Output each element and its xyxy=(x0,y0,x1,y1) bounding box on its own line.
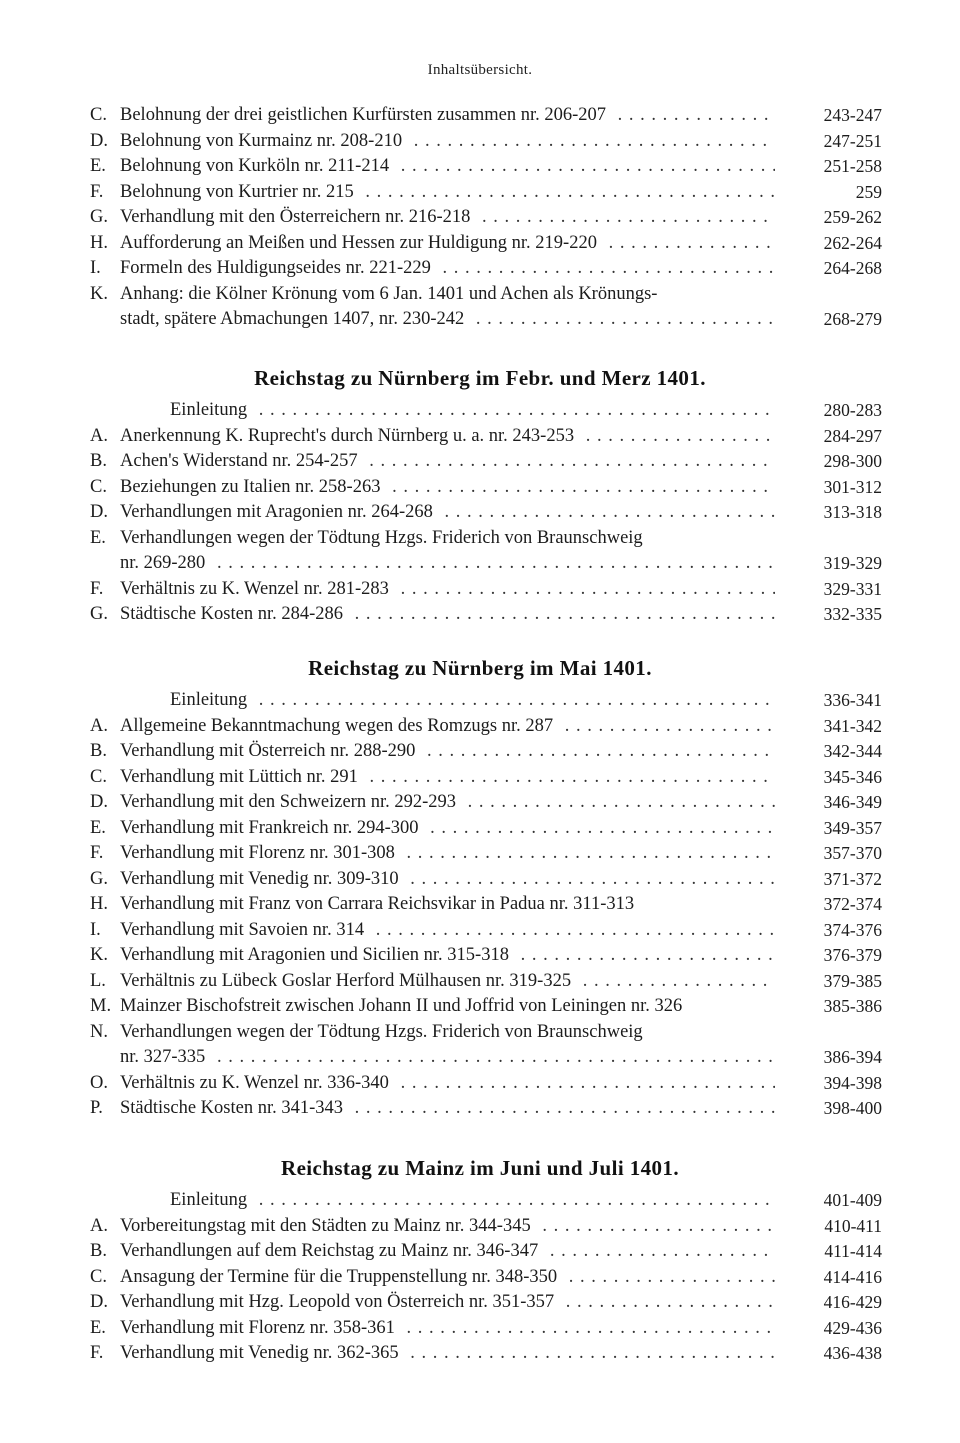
entry-pages: 394-398 xyxy=(823,1072,882,1093)
entry-pages: 385-386 xyxy=(823,996,882,1016)
entry-text xyxy=(120,1096,775,1122)
toc-entry xyxy=(0,475,960,501)
entry-text xyxy=(120,424,775,450)
entry-text xyxy=(120,943,775,969)
entry-pages: 259-262 xyxy=(823,207,882,227)
entry-title: Achen's Widerstand nr. 254-257 xyxy=(120,451,364,471)
entry-text xyxy=(120,256,775,282)
toc-entry xyxy=(0,994,960,1020)
entry-letter: G. xyxy=(90,207,108,227)
entry-title: Städtische Kosten nr. 284-286 xyxy=(120,604,349,624)
section-title: Reichstag zu Mainz im Juni und Juli 1401. xyxy=(281,1156,679,1180)
toc-entry xyxy=(0,205,960,231)
toc-entry xyxy=(0,180,960,206)
entry-title: Verhandlung mit Frankreich nr. 294-300 xyxy=(120,818,425,838)
entry-text xyxy=(120,180,775,206)
entry-title: Formeln des Huldigungseides nr. 221-229 xyxy=(120,258,437,278)
entry-text xyxy=(120,1071,775,1097)
entry-text xyxy=(120,867,775,893)
entry-title: Verhandlung mit Savoien nr. 314 xyxy=(120,920,370,940)
entry-letter: D. xyxy=(90,1292,108,1312)
toc-entry xyxy=(0,256,960,282)
entry-pages: 332-335 xyxy=(823,604,882,624)
entry-title: Verhandlung mit Österreich nr. 288-290 xyxy=(120,741,421,761)
entry-pages: 345-346 xyxy=(823,766,882,787)
entry-title: Verhandlungen mit Aragonien nr. 264-268 xyxy=(120,502,439,522)
entry-title: Beziehungen zu Italien nr. 258-263 xyxy=(120,477,386,497)
entry-pages: 429-436 xyxy=(823,1317,882,1338)
entry-pages: 329-331 xyxy=(823,578,882,599)
entry-title: Verhandlung mit Florenz nr. 301-308 xyxy=(120,843,401,863)
entry-letter: L. xyxy=(90,970,106,991)
entry-text xyxy=(120,1341,775,1367)
entry-text xyxy=(120,1265,775,1291)
entry-letter: G. xyxy=(90,868,108,889)
entry-title: Belohnung der drei geistlichen Kurfürsten zusammen nr. 206-207 xyxy=(120,105,612,125)
entry-pages: 280-283 xyxy=(823,400,882,420)
entry-title: Verhandlungen auf dem Reichstag zu Mainz nr. 346-347 xyxy=(120,1241,544,1261)
toc-entry xyxy=(0,790,960,816)
toc-entry xyxy=(0,867,960,893)
toc-entry-continuation xyxy=(0,1045,960,1071)
toc-entry xyxy=(0,969,960,995)
entry-title: Verhältnis zu K. Wenzel nr. 336-340 xyxy=(120,1073,395,1093)
entry-pages: 386-394 xyxy=(823,1047,882,1067)
entry-title: Vorbereitungstag mit den Städten zu Mainz nr. 344-345 xyxy=(120,1216,537,1236)
entry-letter: K. xyxy=(90,945,108,965)
toc-entry xyxy=(0,1188,960,1214)
running-head: Inhaltsübersicht. xyxy=(427,62,533,78)
entry-pages: 262-264 xyxy=(823,232,882,253)
entry-pages: 298-300 xyxy=(823,451,882,471)
entry-text xyxy=(120,231,775,257)
entry-title: Städtische Kosten nr. 341-343 xyxy=(120,1098,349,1118)
entry-title: Verhandlungen wegen der Tödtung Hzgs. Friderich von Braunschweig xyxy=(120,1022,649,1042)
toc-entry xyxy=(0,398,960,424)
entry-letter: A. xyxy=(90,715,108,736)
entry-pages: 341-342 xyxy=(823,715,882,736)
toc-entry xyxy=(0,1214,960,1240)
entry-text xyxy=(120,282,780,308)
entry-letter: D. xyxy=(90,130,108,151)
entry-title: Einleitung xyxy=(170,690,253,710)
entry-text xyxy=(120,739,775,765)
entry-text xyxy=(170,398,775,424)
entry-text xyxy=(120,765,775,791)
entry-title: Verhandlungen wegen der Tödtung Hzgs. Friderich von Braunschweig xyxy=(120,528,649,548)
entry-pages: 268-279 xyxy=(823,309,882,329)
entry-text xyxy=(120,1239,775,1265)
entry-letter: P. xyxy=(90,1098,103,1118)
entry-text xyxy=(120,790,775,816)
entry-title: Verhandlung mit den Schweizern nr. 292-293 xyxy=(120,792,462,812)
toc-entry xyxy=(0,1096,960,1122)
entry-title: Ansagung der Termine für die Truppenstellung nr. 348-350 xyxy=(120,1267,563,1287)
entry-pages: 346-349 xyxy=(823,792,882,812)
entry-letter: B. xyxy=(90,451,107,471)
toc-entry xyxy=(0,129,960,155)
entry-letter: H. xyxy=(90,894,108,914)
entry-text xyxy=(170,688,775,714)
entry-letter: E. xyxy=(90,156,106,176)
entry-pages: 284-297 xyxy=(823,425,882,446)
entry-pages: 342-344 xyxy=(823,741,882,761)
entry-continuation: stadt, spätere Abmachungen 1407, nr. 230-242 xyxy=(120,309,470,329)
entry-title: Belohnung von Kurtrier nr. 215 xyxy=(120,182,360,202)
toc-entry xyxy=(0,1290,960,1316)
entry-letter: I. xyxy=(90,258,101,278)
toc-entry xyxy=(0,714,960,740)
toc-section xyxy=(0,103,960,333)
entry-title: Mainzer Bischofstreit zwischen Johann II und Joffrid von Leiningen nr. 326 xyxy=(120,996,688,1016)
toc-section xyxy=(0,648,960,1122)
entry-letter: M. xyxy=(90,996,112,1016)
entry-title: Verhältnis zu K. Wenzel nr. 281-283 xyxy=(120,579,395,599)
entry-text xyxy=(120,892,780,918)
entry-pages: 376-379 xyxy=(823,945,882,965)
entry-title: Belohnung von Kurköln nr. 211-214 xyxy=(120,156,395,176)
entry-title: Verhandlung mit Venedig nr. 362-365 xyxy=(120,1343,405,1363)
toc-entry xyxy=(0,892,960,918)
entry-title: Anhang: die Kölner Krönung vom 6 Jan. 1401 und Achen als Krönungs- xyxy=(120,284,663,304)
entry-letter: A. xyxy=(90,425,108,446)
entry-letter: C. xyxy=(90,766,107,787)
entry-pages: 251-258 xyxy=(823,156,882,176)
entry-pages: 357-370 xyxy=(823,843,882,863)
entry-text xyxy=(120,154,775,180)
entry-letter: O. xyxy=(90,1072,108,1093)
entry-pages: 319-329 xyxy=(823,553,882,573)
entry-title: Verhandlung mit Venedig nr. 309-310 xyxy=(120,869,405,889)
entry-letter: F. xyxy=(90,181,104,202)
toc-entry xyxy=(0,602,960,628)
entry-letter: A. xyxy=(90,1215,108,1236)
toc-section xyxy=(0,358,960,628)
entry-text xyxy=(120,816,775,842)
entry-letter: E. xyxy=(90,817,106,838)
entry-title: Verhandlung mit Florenz nr. 358-361 xyxy=(120,1318,401,1338)
entry-pages: 259 xyxy=(855,181,882,202)
entry-text xyxy=(120,500,775,526)
entry-text xyxy=(120,103,775,129)
toc-entry xyxy=(0,103,960,129)
entry-text xyxy=(120,841,775,867)
toc-section xyxy=(0,1148,960,1367)
entry-text xyxy=(120,526,780,552)
section-title: Reichstag zu Nürnberg im Mai 1401. xyxy=(308,656,652,680)
entry-title: Einleitung xyxy=(170,1190,253,1210)
entry-text xyxy=(120,602,775,628)
toc-entry xyxy=(0,154,960,180)
entry-letter: B. xyxy=(90,1241,107,1261)
entry-continuation: nr. 269-280 xyxy=(120,553,211,573)
entry-letter: B. xyxy=(90,741,107,761)
entry-letter: G. xyxy=(90,604,108,624)
entry-text xyxy=(120,449,775,475)
entry-title: Aufforderung an Meißen und Hessen zur Huldigung nr. 219-220 xyxy=(120,233,603,253)
entry-pages: 313-318 xyxy=(823,502,882,522)
entry-letter: F. xyxy=(90,843,104,863)
toc-entry xyxy=(0,424,960,450)
entry-text xyxy=(120,1290,775,1316)
entry-title: Einleitung xyxy=(170,400,253,420)
entry-letter: C. xyxy=(90,1266,107,1287)
toc-entry xyxy=(0,526,960,552)
entry-pages: 398-400 xyxy=(823,1098,882,1118)
toc-entry xyxy=(0,1341,960,1367)
entry-title: Verhandlung mit Lüttich nr. 291 xyxy=(120,767,364,787)
entry-letter: H. xyxy=(90,232,108,253)
entry-letter: I. xyxy=(90,919,101,940)
toc-entry xyxy=(0,282,960,308)
entry-pages: 374-376 xyxy=(823,919,882,940)
entry-pages: 264-268 xyxy=(823,258,882,278)
toc-entry xyxy=(0,577,960,603)
entry-pages: 336-341 xyxy=(823,690,882,710)
toc-entry xyxy=(0,688,960,714)
entry-pages: 301-312 xyxy=(823,476,882,497)
entry-title: Anerkennung K. Ruprecht's durch Nürnberg u. a. nr. 243-253 xyxy=(120,426,580,446)
entry-pages: 416-429 xyxy=(823,1292,882,1312)
toc-entry-continuation xyxy=(0,551,960,577)
entry-pages: 411-414 xyxy=(824,1241,882,1261)
entry-pages: 436-438 xyxy=(823,1343,882,1363)
entry-letter: D. xyxy=(90,502,108,522)
entry-letter: F. xyxy=(90,578,104,599)
entry-title: Verhandlung mit Aragonien und Sicilien nr. 315-318 xyxy=(120,945,515,965)
toc-entry xyxy=(0,231,960,257)
entry-pages: 243-247 xyxy=(823,105,882,125)
entry-title: Verhandlung mit Franz von Carrara Reichsvikar in Padua nr. 311-313 xyxy=(120,894,640,914)
toc-entry xyxy=(0,918,960,944)
entry-title: Verhältnis zu Lübeck Goslar Herford Mülhausen nr. 319-325 xyxy=(120,971,577,991)
entry-text xyxy=(120,129,775,155)
entry-title: Belohnung von Kurmainz nr. 208-210 xyxy=(120,131,408,151)
entry-pages: 401-409 xyxy=(823,1190,882,1210)
entry-letter: K. xyxy=(90,283,108,304)
entry-letter: F. xyxy=(90,1343,104,1363)
toc-entry xyxy=(0,449,960,475)
entry-title: Allgemeine Bekanntmachung wegen des Romzugs nr. 287 xyxy=(120,716,559,736)
entry-pages: 414-416 xyxy=(823,1266,882,1287)
toc-entry xyxy=(0,943,960,969)
entry-title: Verhandlung mit den Österreichern nr. 216-218 xyxy=(120,207,476,227)
entry-pages: 410-411 xyxy=(824,1215,882,1236)
toc-entry xyxy=(0,1071,960,1097)
entry-letter: D. xyxy=(90,792,108,812)
entry-pages: 379-385 xyxy=(823,970,882,991)
entry-letter: C. xyxy=(90,476,107,497)
entry-letter: E. xyxy=(90,1317,106,1338)
toc-entry-continuation xyxy=(0,307,960,333)
entry-letter: C. xyxy=(90,105,107,125)
entry-continuation-text xyxy=(120,307,775,333)
toc-entry xyxy=(0,500,960,526)
entry-pages: 349-357 xyxy=(823,817,882,838)
entry-text xyxy=(120,969,775,995)
entry-text xyxy=(120,1214,775,1240)
entry-continuation-text xyxy=(120,1045,775,1071)
toc-entry xyxy=(0,816,960,842)
entry-pages: 372-374 xyxy=(823,894,882,914)
entry-text xyxy=(120,994,780,1020)
entry-pages: 371-372 xyxy=(823,868,882,889)
entry-text xyxy=(120,475,775,501)
toc-entry xyxy=(0,765,960,791)
toc-entry xyxy=(0,1265,960,1291)
entry-text xyxy=(120,577,775,603)
entry-text xyxy=(120,714,775,740)
toc-entry xyxy=(0,1239,960,1265)
entry-letter: E. xyxy=(90,527,106,548)
toc-entry xyxy=(0,1316,960,1342)
section-title: Reichstag zu Nürnberg im Febr. und Merz 1401. xyxy=(254,366,706,390)
entry-text xyxy=(120,205,775,231)
entry-title: Verhandlung mit Hzg. Leopold von Österreich nr. 351-357 xyxy=(120,1292,560,1312)
entry-text xyxy=(120,1316,775,1342)
entry-letter: N. xyxy=(90,1021,108,1042)
entry-pages: 247-251 xyxy=(823,130,882,151)
toc-entry xyxy=(0,739,960,765)
toc-entry xyxy=(0,841,960,867)
entry-text xyxy=(170,1188,775,1214)
toc-entry xyxy=(0,1020,960,1046)
entry-continuation-text xyxy=(120,551,775,577)
entry-text xyxy=(120,1020,780,1046)
entry-text xyxy=(120,918,775,944)
entry-continuation: nr. 327-335 xyxy=(120,1047,211,1067)
